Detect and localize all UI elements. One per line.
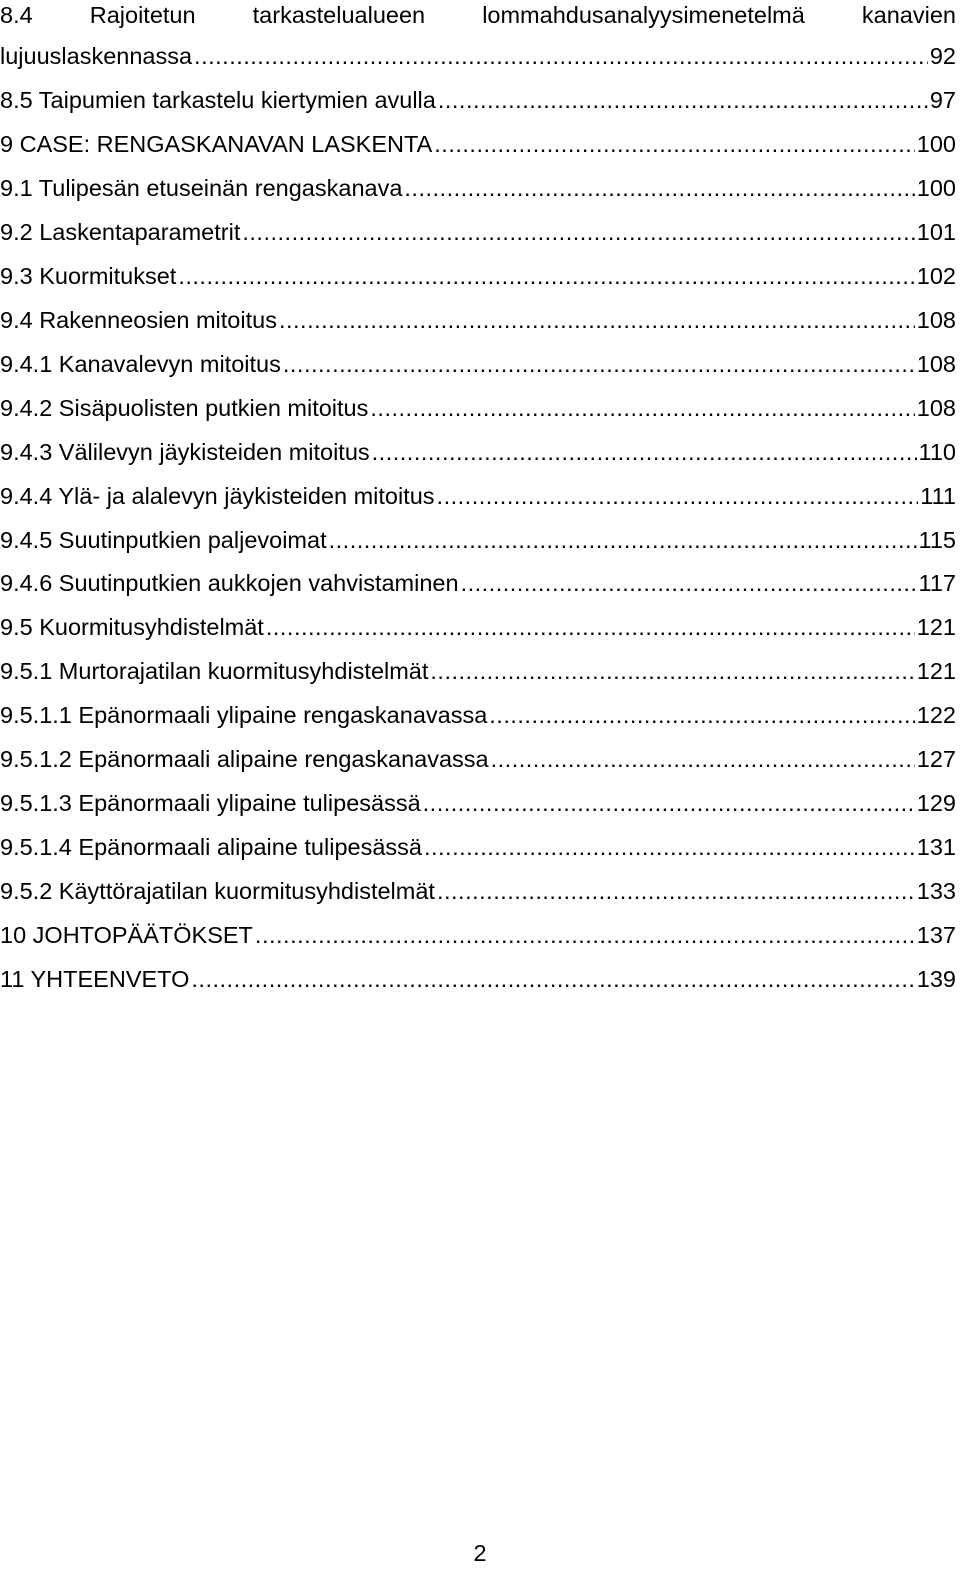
toc-entry-label: 9.2 Laskentaparametrit	[0, 219, 241, 245]
toc-entry-word: tarkastelualueen	[252, 2, 426, 28]
toc-entry[interactable]	[0, 744, 956, 774]
toc-entry[interactable]	[0, 173, 956, 203]
toc-entry-label: 9.5 Kuormitusyhdistelmät	[0, 614, 264, 640]
dot-leader	[279, 305, 915, 335]
toc-entry[interactable]	[0, 261, 956, 291]
dot-leader	[491, 744, 915, 774]
toc-entry-page: 139	[916, 966, 956, 992]
toc-entry-label: 8.5 Taipumien tarkastelu kiertymien avulla	[0, 87, 436, 113]
toc-entry[interactable]	[0, 568, 956, 598]
page-number: 2	[473, 1540, 487, 1566]
toc-entry[interactable]	[0, 481, 956, 511]
toc-entry[interactable]	[0, 700, 956, 730]
dot-leader	[438, 85, 928, 115]
toc-entry[interactable]	[0, 876, 956, 906]
toc-entry-page: 108	[916, 351, 956, 377]
toc-entry[interactable]	[0, 85, 956, 115]
toc-entry[interactable]	[0, 217, 956, 247]
dot-leader	[266, 612, 915, 642]
toc-entry-page: 131	[916, 834, 956, 860]
toc-entry[interactable]	[0, 612, 956, 642]
dot-leader	[372, 437, 917, 467]
toc-entry-label: 9.5.1.2 Epänormaali alipaine rengaskanavassa	[0, 746, 489, 772]
toc-entry[interactable]	[0, 656, 956, 686]
toc-entry-label: 9.3 Kuormitukset	[0, 263, 177, 289]
toc-entry-label: 9.5.1.3 Epänormaali ylipaine tulipesässä	[0, 790, 421, 816]
toc-entry[interactable]	[0, 393, 956, 423]
toc-entry-page: 137	[916, 922, 956, 948]
dot-leader	[404, 173, 914, 203]
dot-leader	[191, 964, 914, 994]
dot-leader	[437, 481, 919, 511]
toc-entry-label: 9.4.6 Suutinputkien aukkojen vahvistaminen	[0, 570, 459, 596]
toc-entry[interactable]	[0, 788, 956, 818]
toc-entry-label: 9.4.1 Kanavalevyn mitoitus	[0, 351, 281, 377]
toc-entry-page: 101	[916, 219, 956, 245]
toc-entry-label: lujuuslaskennassa	[0, 43, 193, 69]
dot-leader	[461, 568, 917, 598]
toc-entry-label: 9.5.1.4 Epänormaali alipaine tulipesässä	[0, 834, 422, 860]
dot-leader	[430, 656, 914, 686]
toc-entry-label: 9.5.2 Käyttörajatilan kuormitusyhdistelmät	[0, 878, 435, 904]
dot-leader	[423, 788, 915, 818]
toc-entry-page: 100	[916, 175, 956, 201]
toc-entry[interactable]	[0, 964, 956, 994]
toc-entry-label: 9.1 Tulipesän etuseinän rengaskanava	[0, 175, 403, 201]
toc-entry[interactable]	[0, 305, 956, 335]
toc-entry-label: 11 YHTEENVETO	[0, 966, 190, 992]
toc-entry[interactable]	[0, 920, 956, 950]
toc-entry-page: 127	[916, 746, 956, 772]
toc-entry-label: 9.4 Rakenneosien mitoitus	[0, 307, 277, 333]
dot-leader	[283, 349, 915, 379]
toc-entry-word: lommahdusanalyysimenetelmä	[482, 2, 805, 28]
toc-entry-page: 100	[916, 131, 956, 157]
dot-leader	[194, 41, 928, 71]
toc-entry-page: 122	[916, 702, 956, 728]
toc-entry-page: 110	[918, 439, 956, 465]
dot-leader	[242, 217, 914, 247]
toc-entry-page: 121	[916, 658, 956, 684]
toc-entry-page: 111	[920, 483, 956, 509]
toc-entry-label: 9.4.5 Suutinputkien paljevoimat	[0, 527, 327, 553]
toc-entry-page: 121	[916, 614, 956, 640]
toc-entry-page: 117	[918, 570, 956, 596]
toc-entry-page: 102	[916, 263, 956, 289]
toc-entry-word: kanavien	[861, 2, 956, 28]
dot-leader	[370, 393, 914, 423]
toc-entry-label: 9 CASE: RENGASKANAVAN LASKENTA	[0, 131, 433, 157]
dot-leader	[489, 700, 915, 730]
dot-leader	[255, 920, 915, 950]
toc-entry-word: Rajoitetun	[89, 2, 196, 28]
dot-leader	[424, 832, 915, 862]
dot-leader	[329, 525, 917, 555]
toc-entry-page: 133	[916, 878, 956, 904]
toc-entry-label: 10 JOHTOPÄÄTÖKSET	[0, 922, 253, 948]
toc-entry[interactable]	[0, 437, 956, 467]
toc-entry-label: 9.5.1 Murtorajatilan kuormitusyhdistelmät	[0, 658, 429, 684]
toc-entry[interactable]	[0, 129, 956, 159]
toc-entry-page: 97	[929, 87, 956, 113]
toc-entry-label: 9.4.4 Ylä- ja alalevyn jäykisteiden mitoitus	[0, 483, 435, 509]
toc-entry-page: 108	[916, 395, 956, 421]
toc-entry-page: 108	[916, 307, 956, 333]
toc-entry[interactable]	[0, 525, 956, 555]
toc-entry-page: 115	[918, 527, 956, 553]
toc-entry-8-4-line1	[0, 0, 956, 30]
toc-entry-8-4-line2[interactable]	[0, 41, 956, 71]
toc-entry[interactable]	[0, 349, 956, 379]
dot-leader	[434, 129, 915, 159]
toc-entry-label: 9.4.2 Sisäpuolisten putkien mitoitus	[0, 395, 369, 421]
dot-leader	[437, 876, 915, 906]
toc-entry-number: 8.4	[0, 2, 33, 28]
toc-entry-label: 9.5.1.1 Epänormaali ylipaine rengaskanavassa	[0, 702, 488, 728]
toc-entry-page: 92	[929, 43, 956, 69]
dot-leader	[178, 261, 914, 291]
toc-entry-label: 9.4.3 Välilevyn jäykisteiden mitoitus	[0, 439, 370, 465]
toc-entry[interactable]	[0, 832, 956, 862]
toc-entry-page: 129	[916, 790, 956, 816]
